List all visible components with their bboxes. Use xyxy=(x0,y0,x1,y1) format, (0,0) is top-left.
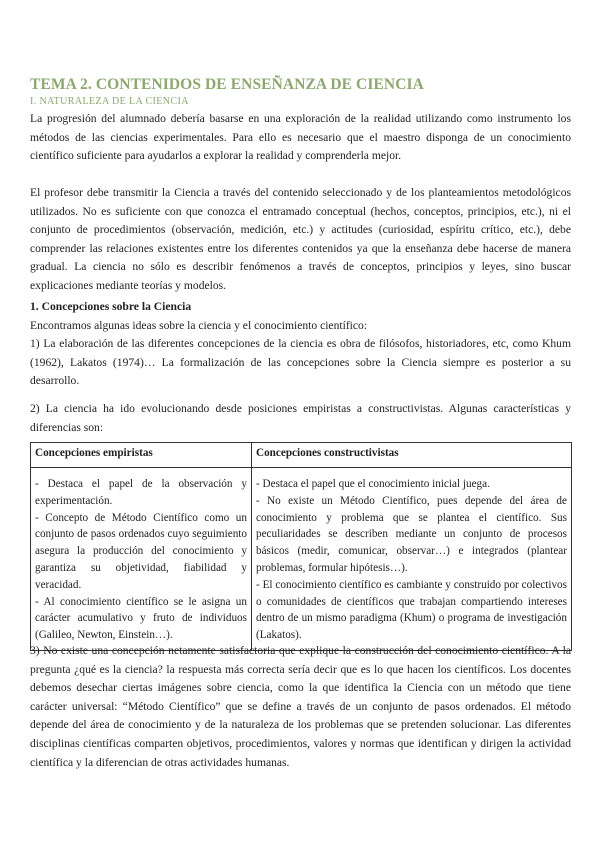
document-title: TEMA 2. CONTENIDOS DE ENSEÑANZA DE CIENCIA xyxy=(30,76,424,93)
point-3: 3) No existe una concepción netamente satisfactoria que explique la construcción del conocimiento científico. A la pregunta ¿qué es la ciencia? la respuesta más correcta sería decir que es lo que hacen los científicos. Los docentes debemos desechar ciertas imágenes sobre ciencia, como la que identifica la Ciencia con un método que tiene carácter universal: “Método Científico” que se define a través de un conjunto de pasos ordenados. El método depende del área de conocimiento y de la naturaleza de los problemas que se pretenden solucionar. Las diferentes disciplinas científicas comparten objetivos, procedimientos, valores y normas que identifican y dirigen la actividad científica y la diferencian de otras actividades humanas. xyxy=(30,644,571,769)
empiristas-item: - Concepto de Método Científico como un conjunto de pasos ordenados cuyo seguimiento asegura la producción del conocimiento y garantiza su objetividad, fiabilidad y veracidad. xyxy=(35,511,247,591)
empiristas-item: - Destaca el papel de la observación y experimentación. xyxy=(35,478,247,507)
constructivistas-item: - Destaca el papel que el conocimiento inicial juega. xyxy=(256,478,490,490)
paragraph-1: La progresión del alumnado debería basarse en una exploración de la realidad utilizando como instrumento los métodos de las ciencias experimentales. Para ello es necesario que el maestro disponga de un conocimiento científico suficiente para ayudarlos a explorar la realidad y comprenderla mejor. xyxy=(30,112,571,163)
teacher-paragraph xyxy=(30,184,571,296)
constructivistas-item: - No existe un Método Científico, pues depende del área de conocimiento y problema que se plantea el científico. Sus peculiaridades se describen mediante un conjunto de procesos básicos (medir, comunicar, observar…) e integrados (plantear problemas, formular hipótesis…). xyxy=(256,494,567,574)
header-empiristas: Concepciones empiristas xyxy=(31,443,252,468)
section-subtitle: I. NATURALEZA DE LA CIENCIA xyxy=(30,96,189,107)
point-1: 1) La elaboración de las diferentes concepciones de la ciencia es obra de filósofos, historiadores, etc, como Khum (1962), Lakatos (1974)… La formalización de las concepciones sobre la Ciencia siempre es posterior a su desarrollo. xyxy=(30,337,571,388)
comparison-table xyxy=(30,442,572,651)
section-1-block xyxy=(30,298,571,391)
table-header-row xyxy=(31,443,572,468)
cell-constructivistas xyxy=(252,468,572,651)
section-1-heading: 1. Concepciones sobre la Ciencia xyxy=(30,300,192,313)
point-2-block xyxy=(30,400,571,437)
section-1-intro: Encontramos algunas ideas sobre la ciencia y el conocimiento científico: xyxy=(30,318,368,332)
point-2: 2) La ciencia ha ido evolucionando desde posiciones empiristas a constructivistas. Algunas características y diferencias son: xyxy=(30,402,571,434)
paragraph-2: El profesor debe transmitir la Ciencia a través del contenido seleccionado y de los planteamientos metodológicos utilizados. No es suficiente con que conozca el entramado conceptual (hechos, conceptos, principios, etc.), ni el conjunto de procedimientos (observación, medición, etc.) y actitudes (curiosidad, espíritu crítico, etc.), debe comprender las relaciones existentes entre los diferentes contenidos ya que la enseñanza debe hacerse de manera gradual. La ciencia no sólo es describir fenómenos a través de conceptos, principios y leyes, sino buscar explicaciones mediante teorías y modelos. xyxy=(30,186,571,292)
cell-empiristas xyxy=(31,468,252,651)
intro-paragraph xyxy=(30,110,571,166)
table-row xyxy=(31,468,572,651)
header-constructivistas: Concepciones constructivistas xyxy=(252,443,572,468)
empiristas-item: - Al conocimiento científico se le asigna un carácter acumulativo y fruto de individuos (Galileo, Newton, Einstein…). xyxy=(35,595,247,642)
constructivistas-item: - El conocimiento científico es cambiante y construido por colectivos o comunidades de científicos que trabajan compartiendo intereses dentro de un mismo paradigma (Khum) o programa de investigación (Lakatos). xyxy=(256,578,567,642)
point-3-block xyxy=(30,642,571,772)
